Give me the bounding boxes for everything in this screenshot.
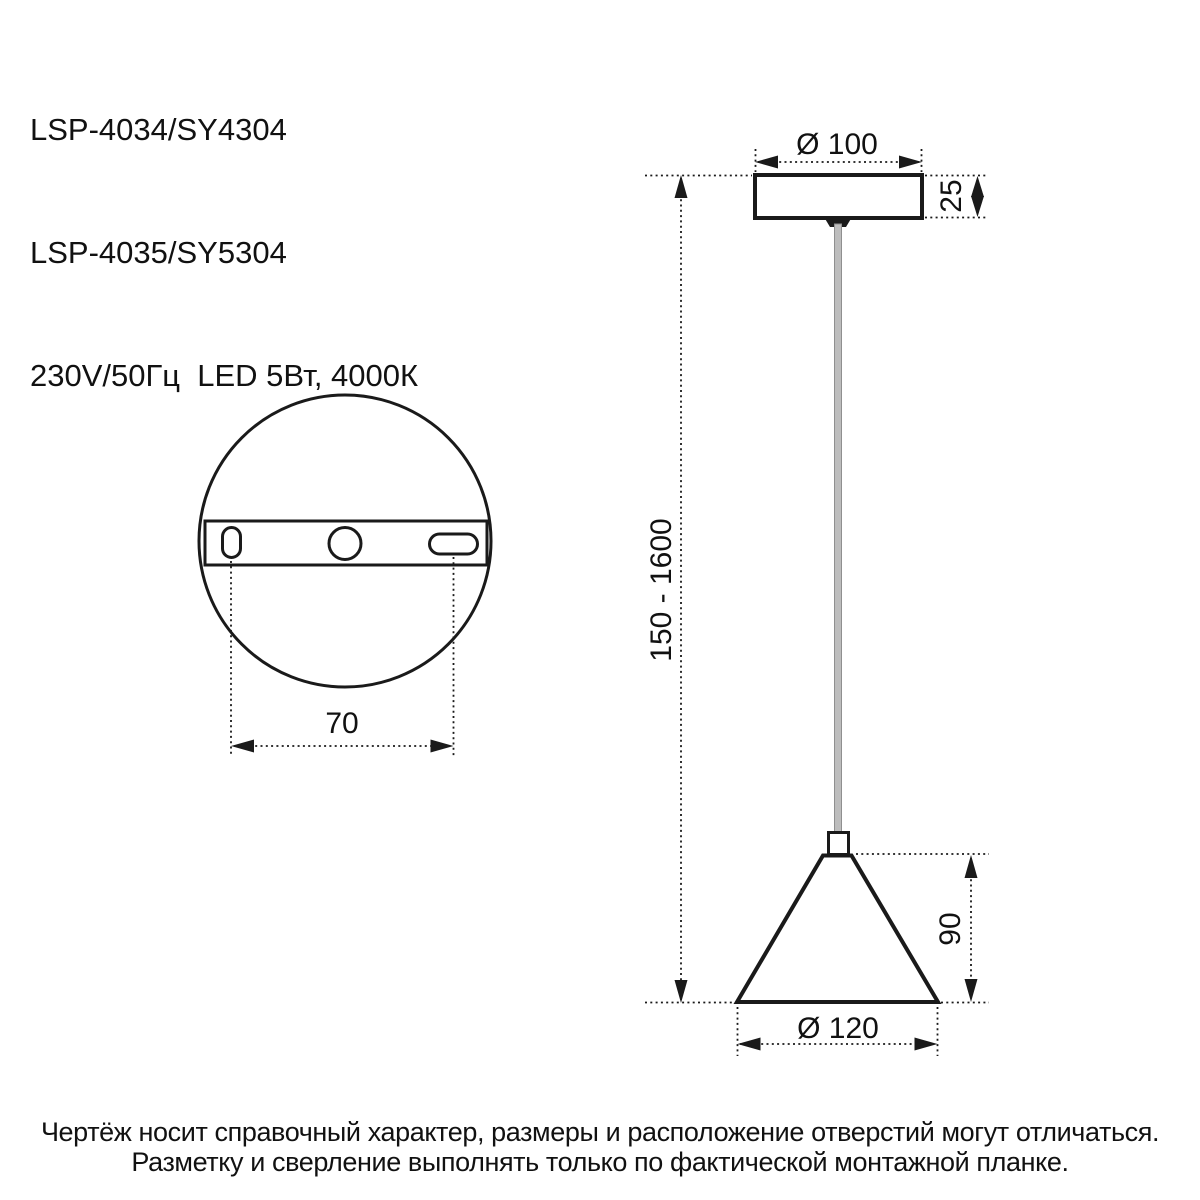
ceiling-canopy: [755, 175, 922, 218]
arrow-right-icon: [915, 1038, 938, 1051]
disclaimer-note: [0, 1117, 1200, 1177]
product-model-1: LSP-4034/SY4304: [30, 112, 287, 147]
bracket-slot-right: [430, 534, 478, 554]
arrow-right-icon: [899, 156, 922, 169]
dim-label-hole-spacing: 70: [325, 707, 359, 740]
arrow-up-icon: [675, 175, 688, 198]
dim-label-shade-height: 90: [934, 912, 967, 946]
arrow-left-icon: [738, 1038, 761, 1051]
arrow-left-icon: [755, 156, 778, 169]
dim-label-suspension-length: 150 - 1600: [645, 518, 678, 662]
bracket-hole-center: [329, 528, 361, 560]
disclaimer-line-2: Разметку и сверление выполнять только по фактической монтажной планке.: [131, 1147, 1069, 1177]
arrow-down-icon: [971, 196, 984, 217]
disclaimer-line-1: Чертёж носит справочный характер, размеры и расположение отверстий могут отличаться.: [40, 1117, 1160, 1147]
product-specs: 230V/50Гц LED 5Вт, 4000К: [30, 358, 419, 393]
dim-label-shade-diameter: Ø 120: [797, 1012, 879, 1045]
shade-socket: [829, 833, 849, 855]
arrow-down-icon: [965, 979, 978, 1002]
dim-label-canopy-height: 25: [935, 179, 968, 213]
arrow-right-icon: [431, 740, 454, 753]
product-model-2: LSP-4035/SY5304: [30, 235, 287, 270]
dim-label-canopy-diameter: Ø 100: [796, 128, 878, 161]
cone-shade: [737, 856, 938, 1003]
arrow-left-icon: [231, 740, 254, 753]
arrow-up-icon: [971, 176, 984, 197]
arrow-up-icon: [965, 855, 978, 878]
suspension-cable: [835, 224, 842, 834]
arrow-down-icon: [675, 980, 688, 1003]
bracket-slot-left: [223, 528, 241, 558]
